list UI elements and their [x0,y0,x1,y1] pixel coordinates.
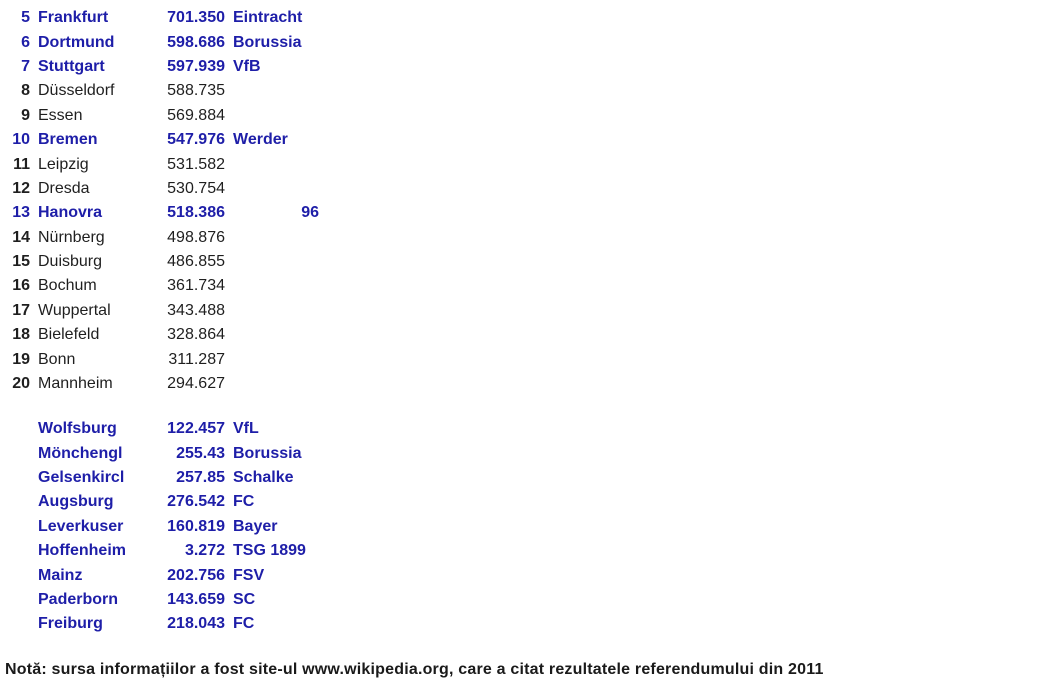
city-cell: Mönchengl [38,444,123,462]
ranked-city-table [0,6,319,396]
rank-cell: 12 [12,179,30,197]
rank-cell: 7 [21,57,30,75]
table-row [0,128,319,152]
club-cell: Borussia [233,33,302,51]
city-cell: Dortmund [38,33,115,51]
city-cell: Freiburg [38,615,103,633]
table-row [0,515,319,539]
table-row [0,226,319,250]
club-cell: SC [233,590,256,608]
table-row [0,372,319,396]
city-cell: Düsseldorf [38,82,115,100]
table-row [0,539,319,563]
value-cell: 257.85 [176,468,225,486]
table-row [0,299,319,323]
table-row [0,441,319,465]
value-cell: 598.686 [167,33,225,51]
rank-cell: 13 [12,204,30,222]
table-row [0,104,319,128]
value-cell: 569.884 [167,106,225,124]
value-cell: 218.043 [167,615,225,633]
rank-cell: 11 [13,155,30,173]
table-row [0,563,319,587]
club-cell: 96 [301,204,319,222]
club-cell: TSG 1899 [233,542,306,560]
table-row [0,177,319,201]
table-row [0,612,319,636]
value-cell: 518.386 [167,204,225,222]
rank-cell: 9 [21,106,30,124]
value-cell: 530.754 [167,179,225,197]
club-cell: FC [233,615,255,633]
value-cell: 486.855 [167,253,225,271]
table-row [0,6,319,30]
value-cell: 701.350 [167,9,225,27]
rank-cell: 17 [12,301,30,319]
value-cell: 276.542 [167,493,225,511]
table-row [0,466,319,490]
city-cell: Augsburg [38,493,114,511]
table-row [0,30,319,54]
value-cell: 202.756 [167,566,225,584]
club-cell: VfB [233,57,261,75]
rank-cell: 15 [12,253,30,271]
city-cell: Wuppertal [38,301,111,319]
club-cell: Bayer [233,517,278,535]
city-cell: Dresda [38,179,90,197]
rank-cell: 6 [21,33,30,51]
city-cell: Hoffenheim [38,542,126,560]
value-cell: 255.43 [176,444,225,462]
city-cell: Leverkuser [38,517,124,535]
rank-cell: 5 [21,9,30,27]
city-cell: Hanovra [38,204,103,222]
city-cell: Leipzig [38,155,89,173]
city-cell: Bielefeld [38,326,100,344]
city-cell: Essen [38,106,83,124]
city-cell: Frankfurt [38,9,109,27]
club-cell: Werder [233,131,288,149]
table-row [0,201,319,225]
table-row [0,347,319,371]
value-cell: 311.287 [168,350,225,368]
club-cell: VfL [233,420,259,438]
rank-cell: 16 [12,277,30,295]
city-cell: Bochum [38,277,97,295]
city-cell: Wolfsburg [38,420,117,438]
rank-cell: 8 [21,82,30,100]
table-row [0,79,319,103]
city-cell: Stuttgart [38,57,105,75]
club-cell: Schalke [233,468,294,486]
value-cell: 343.488 [167,301,225,319]
value-cell: 143.659 [167,590,225,608]
table-row [0,490,319,514]
rank-cell: 14 [12,228,30,246]
value-cell: 160.819 [167,517,225,535]
club-cell: Eintracht [233,9,303,27]
value-cell: 498.876 [167,228,225,246]
city-cell: Mannheim [38,375,113,393]
club-cell: FC [233,493,255,511]
club-cell: FSV [233,566,265,584]
table-row [0,250,319,274]
city-cell: Gelsenkircl [38,468,125,486]
table-row [0,55,319,79]
city-cell: Bonn [38,350,76,368]
rank-cell: 19 [12,350,30,368]
table-row [0,417,319,441]
city-cell: Paderborn [38,590,119,608]
value-cell: 531.582 [167,155,225,173]
value-cell: 547.976 [167,131,225,149]
city-cell: Mainz [38,566,83,584]
value-cell: 294.627 [167,375,225,393]
value-cell: 588.735 [167,82,225,100]
value-cell: 328.864 [167,326,225,344]
value-cell: 3.272 [184,542,225,560]
value-cell: 597.939 [167,57,225,75]
city-cell: Bremen [38,131,98,149]
source-note: Notă: sursa informațiilor a fost site-ul www.wikipedia.org, care a citat rezultatele referendumului din 2011 [5,661,824,678]
table-row [0,588,319,612]
city-cell: Duisburg [38,253,103,271]
table-row [0,274,319,298]
value-cell: 361.734 [167,277,225,295]
city-cell: Nürnberg [38,228,105,246]
rank-cell: 10 [12,131,30,149]
rank-cell: 20 [12,375,30,393]
rank-cell: 18 [12,326,30,344]
table-row [0,152,319,176]
unranked-city-table [0,417,319,637]
club-cell: Borussia [233,444,302,462]
table-row [0,323,319,347]
value-cell: 122.457 [167,420,225,438]
